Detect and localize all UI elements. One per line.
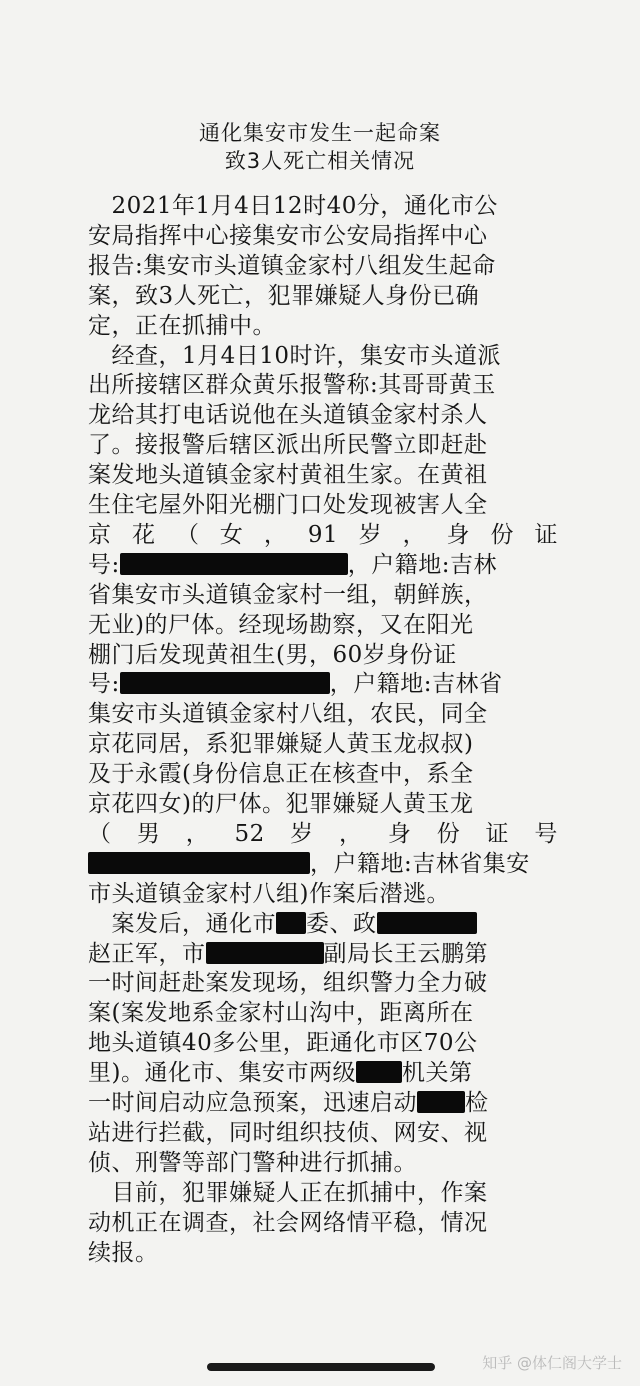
body-line: 2021年1月4日12时40分，通化市公	[88, 193, 498, 219]
text-fragment: 份	[436, 820, 461, 847]
text-fragment: 京	[88, 521, 112, 548]
text-fragment: 女	[219, 521, 244, 548]
text-fragment: 证	[534, 521, 558, 548]
body-line: 集安市头道镇金家村八组，农民，同全	[88, 701, 488, 728]
text-fragment: 赵正军，市	[88, 940, 206, 967]
body-line: 京花同居，系犯罪嫌疑人黄玉龙叔叔)	[88, 731, 474, 758]
text-fragment: 号	[534, 820, 558, 847]
body-line: 省集安市头道镇金家村一组，朝鲜族，	[88, 581, 488, 608]
text-fragment: 岁	[358, 521, 383, 548]
body-line: 案(案发地系金家村山沟中，距离所在	[88, 1000, 474, 1027]
text-fragment: 副局长王云鹏第	[323, 940, 488, 967]
text-fragment: 续报。	[88, 1239, 159, 1266]
body-line: 生住宅屋外阳光棚门口处发现被害人全	[88, 492, 488, 518]
text-fragment: 份	[490, 521, 514, 548]
justified-line-2	[88, 820, 558, 849]
redaction-bar	[356, 1061, 402, 1083]
body-line: 安局指挥中心接集安市公安局指挥中心	[88, 222, 488, 249]
redaction-bar	[377, 912, 477, 934]
text-fragment: 一时间启动应急预案，迅速启动	[88, 1090, 417, 1116]
body-line	[88, 1149, 558, 1178]
text-fragment: 机关第	[401, 1060, 473, 1087]
body-line	[88, 1089, 558, 1118]
home-indicator[interactable]	[207, 1363, 435, 1371]
justified-line-1	[88, 521, 558, 550]
redaction-bar	[88, 852, 310, 874]
body-line: 棚门后发现黄祖生(男，60岁身份证	[88, 641, 457, 668]
text-fragment: （	[88, 820, 112, 847]
text-fragment: 站进行拦截，同时组织技侦、网安、视	[88, 1119, 488, 1146]
redaction-bar	[206, 942, 324, 964]
body-line: 报告:集安市头道镇金家村八组发生起命	[88, 252, 496, 279]
text-fragment: 身	[387, 820, 412, 847]
body-line: 无业)的尸体。经现场勘察，又在阳光	[88, 611, 474, 638]
body-line	[88, 1059, 558, 1088]
body-line: 案发地头道镇金家村黄祖生家。在黄祖	[88, 462, 488, 489]
text-fragment: ，户籍地:吉林	[347, 551, 497, 578]
text-fragment: 花	[131, 521, 156, 548]
body-line	[88, 551, 558, 580]
text-fragment: 委、政	[306, 910, 377, 937]
text-fragment: 男	[136, 820, 161, 847]
text-fragment: 证	[485, 820, 510, 847]
text-fragment: 里)。通化市、集安市两级	[88, 1060, 356, 1087]
body-line: 定，正在抓捕中。	[88, 312, 276, 339]
body-line: 地头道镇40多公里，距通化市区70公	[88, 1030, 478, 1057]
text-fragment: 身	[446, 521, 471, 548]
text-fragment: ，	[185, 820, 210, 847]
text-fragment: 91	[307, 521, 339, 548]
text-fragment: ，户籍地:吉林省集安	[310, 850, 530, 877]
redaction-bar	[417, 1091, 465, 1113]
body-line	[88, 850, 558, 879]
body-line	[88, 940, 558, 969]
body-line: 一时间赶赴案发现场，组织警力全力破	[88, 970, 488, 997]
redaction-bar	[120, 553, 348, 575]
body-line	[88, 670, 558, 699]
body-line	[88, 1179, 558, 1208]
body-line: 出所接辖区群众黄乐报警称:其哥哥黄玉	[88, 372, 496, 399]
body-line: 案，致3人死亡，犯罪嫌疑人身份已确	[88, 282, 480, 309]
text-fragment: 岁	[290, 820, 314, 847]
body-line: 龙给其打电话说他在头道镇金家村杀人	[88, 402, 488, 429]
text-fragment: 侦、刑警等部门警种进行抓捕。	[88, 1149, 417, 1176]
doc-title-line-2: 致3人死亡相关情况	[224, 149, 416, 173]
body-line: 及于永霞(身份信息正在核查中，系全	[88, 761, 474, 788]
text-fragment: 号:	[88, 671, 120, 698]
watermark: 知乎 @体仁阁大学士	[482, 1354, 622, 1372]
text-fragment: ，	[402, 521, 427, 548]
body-line	[88, 1209, 558, 1238]
body-line: 市头道镇金家村八组)作案后潜逃。	[88, 880, 450, 907]
redaction-bar	[120, 672, 330, 694]
body-line: 了。接报警后辖区派出所民警立即赶赴	[88, 432, 488, 459]
body-line: 经查，1月4日10时许，集安市头道派	[88, 342, 502, 369]
text-fragment: 号:	[88, 551, 120, 578]
doc-title-line-1: 通化集安市发生一起命案	[199, 121, 441, 145]
text-fragment: ，	[339, 820, 363, 847]
text-fragment: 检	[465, 1090, 489, 1116]
body-line: 京花四女)的尸体。犯罪嫌疑人黄玉龙	[88, 791, 474, 817]
redaction-bar	[276, 912, 306, 934]
body-line	[88, 910, 558, 939]
body-line	[88, 1239, 558, 1268]
text-fragment: 目前，犯罪嫌疑人正在抓捕中，作案	[88, 1179, 488, 1206]
text-fragment: 动机正在调查，社会网络情平稳，情况	[88, 1209, 488, 1236]
body-line	[88, 1119, 558, 1148]
text-fragment: ，	[263, 521, 288, 548]
text-fragment: （	[175, 521, 200, 548]
text-fragment: ，户籍地:吉林省	[329, 671, 503, 698]
text-fragment: 案发后，通化市	[88, 910, 276, 937]
text-fragment: 52	[234, 820, 265, 847]
